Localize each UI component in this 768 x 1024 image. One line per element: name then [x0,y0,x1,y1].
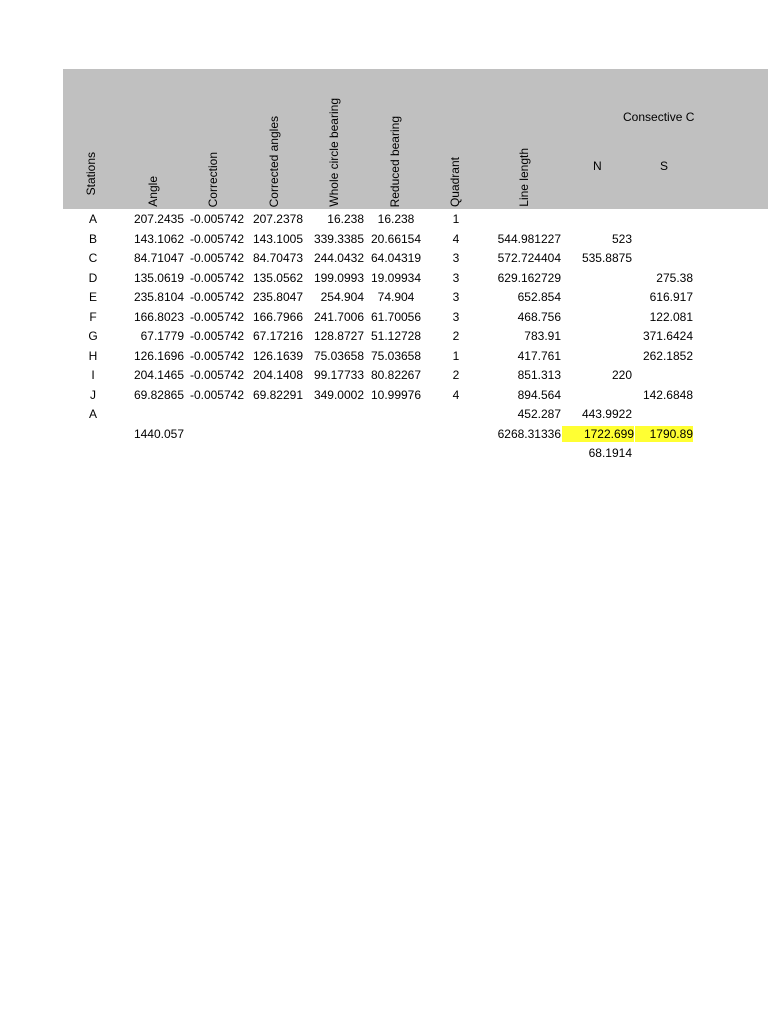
quadrant-cell: 3 [452,290,460,304]
difference-row [63,444,768,464]
header-band [63,69,768,209]
correction-cell: -0.005742 [189,270,244,285]
quadrant-cell: 2 [452,368,460,382]
line-length-cell: 417.761 [517,348,561,363]
header-corrected-angles: Corrected angles [267,115,281,207]
header-quadrant: Quadrant [448,156,462,207]
header-n: N [593,159,602,173]
table-row [63,269,768,289]
quadrant-cell: 3 [452,309,460,324]
station-cell: A [88,407,97,421]
station-cell: H [88,348,98,363]
quadrant-cell: 4 [452,387,460,402]
line-length-cell: 894.564 [517,387,561,402]
whole-circle-bearing-cell: 349.0002 [313,387,364,402]
table-row [63,386,768,406]
angle-cell: 84.71047 [133,251,184,265]
angle-cell: 67.1779 [140,329,184,343]
n-cell: 535.8875 [581,251,632,265]
s-cell: 142.6848 [642,387,693,402]
table-row [63,347,768,367]
line-length-sum-cell: 6268.31336 [497,426,561,441]
header-correction: Correction [206,151,220,207]
n-cell: 220 [611,368,632,382]
difference-cell: 68.1914 [588,446,632,460]
table-row [63,405,768,425]
corrected-angle-cell: 69.82291 [252,387,303,402]
header-stations: Stations [84,151,98,195]
correction-cell: -0.005742 [189,329,244,343]
reduced-bearing-cell: 10.99976 [370,387,422,402]
line-length-cell: 652.854 [517,290,561,304]
line-length-cell: 629.162729 [497,270,561,285]
corrected-angle-cell: 126.1639 [252,348,303,363]
reduced-bearing-cell: 19.09934 [370,270,422,285]
whole-circle-bearing-cell: 128.8727 [313,329,364,343]
header-angle: Angle [146,176,160,207]
angle-cell: 166.8023 [133,309,184,324]
quadrant-cell: 3 [452,251,460,265]
s-cell: 275.38 [656,270,693,285]
reduced-bearing-cell: 80.82267 [370,368,422,382]
corrected-angle-cell: 135.0562 [252,270,303,285]
angle-cell: 207.2435 [133,212,184,226]
station-cell: E [88,290,97,304]
angle-sum-cell: 1440.057 [133,426,184,441]
reduced-bearing-cell: 75.03658 [370,348,422,363]
whole-circle-bearing-cell: 254.904 [320,290,364,304]
corrected-angle-cell: 166.7966 [252,309,303,324]
table-row [63,210,768,230]
quadrant-cell: 3 [452,270,460,285]
header-line-length: Line length [517,148,531,207]
header-reduced-bearing: Reduced bearing [388,115,402,207]
corrected-angle-cell: 67.17216 [252,329,303,343]
s-cell: 371.6424 [642,329,693,343]
whole-circle-bearing-cell: 241.7006 [313,309,364,324]
angle-cell: 235.8104 [133,290,184,304]
correction-cell: -0.005742 [189,368,244,382]
corrected-angle-cell: 84.70473 [252,251,303,265]
table-row [63,327,768,347]
s-cell: 616.917 [649,290,693,304]
whole-circle-bearing-cell: 75.03658 [313,348,364,363]
angle-cell: 135.0619 [133,270,184,285]
correction-cell: -0.005742 [189,231,244,246]
angle-cell: 69.82865 [133,387,184,402]
totals-row [63,425,768,445]
header-s: S [660,159,669,173]
quadrant-cell: 2 [452,329,460,343]
whole-circle-bearing-cell: 199.0993 [313,270,364,285]
reduced-bearing-cell: 16.238 [377,212,415,226]
quadrant-cell: 1 [452,212,460,226]
s-cell: 122.081 [649,309,693,324]
angle-cell: 126.1696 [133,348,184,363]
n-cell: 523 [611,231,632,246]
whole-circle-bearing-cell: 16.238 [327,212,364,226]
line-length-cell: 468.756 [517,309,561,324]
station-cell: D [88,270,98,285]
reduced-bearing-cell: 51.12728 [370,329,422,343]
table-row [63,288,768,308]
quadrant-cell: 4 [452,231,460,246]
station-cell: I [91,368,95,382]
n-sum-cell: 1722.699 [562,426,634,442]
table-row [63,230,768,250]
corrected-angle-cell: 204.1408 [252,368,303,382]
corrected-angle-cell: 235.8047 [252,290,303,304]
station-cell: A [88,212,97,226]
station-cell: J [90,387,96,402]
reduced-bearing-cell: 64.04319 [370,251,422,265]
correction-cell: -0.005742 [189,309,244,324]
whole-circle-bearing-cell: 99.17733 [313,368,364,382]
line-length-cell: 572.724404 [497,251,561,265]
line-length-cell: 452.287 [517,407,561,421]
reduced-bearing-cell: 61.70056 [370,309,422,324]
header-consective: Consective C [623,110,695,124]
station-cell: G [88,329,98,343]
angle-cell: 204.1465 [133,368,184,382]
correction-cell: -0.005742 [189,212,244,226]
header-whole-circle-bearing: Whole circle bearing [327,98,341,207]
station-cell: F [89,309,97,324]
correction-cell: -0.005742 [189,387,244,402]
quadrant-cell: 1 [452,348,460,363]
table-row [63,308,768,328]
whole-circle-bearing-cell: 244.0432 [313,251,364,265]
corrected-angle-cell: 207.2378 [252,212,303,226]
table-row [63,366,768,386]
correction-cell: -0.005742 [189,251,244,265]
correction-cell: -0.005742 [189,290,244,304]
corrected-angle-cell: 143.1005 [252,231,303,246]
station-cell: B [88,231,97,246]
table-row [63,249,768,269]
s-cell: 262.1852 [642,348,693,363]
traverse-table [63,210,768,464]
whole-circle-bearing-cell: 339.3385 [313,231,364,246]
reduced-bearing-cell: 74.904 [377,290,415,304]
station-cell: C [88,251,98,265]
line-length-cell: 783.91 [524,329,561,343]
line-length-cell: 544.981227 [497,231,561,246]
reduced-bearing-cell: 20.66154 [370,231,422,246]
correction-cell: -0.005742 [189,348,244,363]
angle-cell: 143.1062 [133,231,184,246]
line-length-cell: 851.313 [517,368,561,382]
n-cell: 443.9922 [581,407,632,421]
s-sum-cell: 1790.89 [635,426,693,442]
